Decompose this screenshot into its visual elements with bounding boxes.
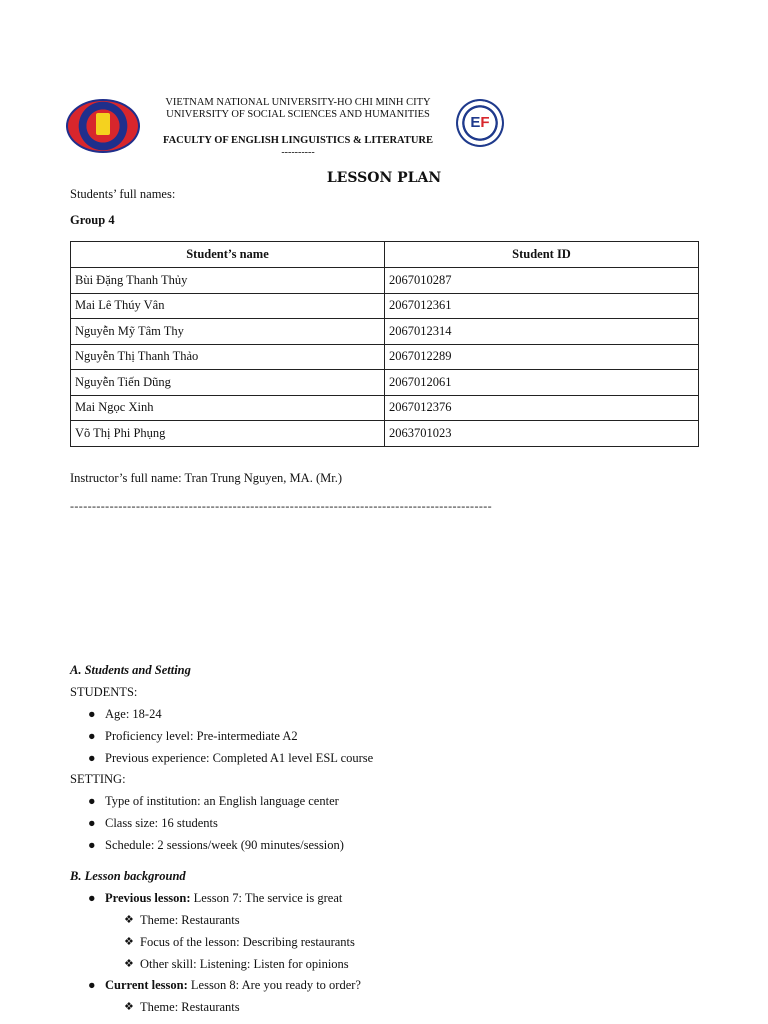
table-row xyxy=(71,370,699,396)
sub-list-item-text: Theme: Restaurants xyxy=(140,913,240,927)
bullet-icon: ● xyxy=(88,729,96,743)
student-name: Mai Ngọc Xinh xyxy=(71,395,385,421)
students-label: Students’ full names: xyxy=(70,187,176,201)
student-id: 2067012061 xyxy=(385,370,699,396)
page-title-text: LESSON PLAN xyxy=(326,170,442,186)
current-lesson-value: Lesson 8: Are you ready to order? xyxy=(187,978,361,992)
list-item-text: Type of institution: an English language center xyxy=(105,794,339,808)
table-row xyxy=(71,395,699,421)
header-line-2: UNIVERSITY OF SOCIAL SCIENCES AND HUMANITIES xyxy=(166,109,430,120)
list-item-text: Proficiency level: Pre-intermediate A2 xyxy=(105,729,298,743)
previous-lesson-label: Previous lesson: xyxy=(105,891,191,905)
faculty-name: FACULTY OF ENGLISH LINGUISTICS & LITERATURE xyxy=(162,135,434,146)
bullet-icon: ● xyxy=(88,794,96,808)
separator-line: ------------------------------------------------------------------------------------------------ xyxy=(70,499,493,513)
table-row xyxy=(71,344,699,370)
current-lesson-label: Current lesson: xyxy=(105,978,188,992)
student-id: 2067010287 xyxy=(385,268,699,294)
student-id: 2067012289 xyxy=(385,344,699,370)
sub-list-item-text: Other skill: Listening: Listen for opinions xyxy=(140,957,349,971)
student-name: Nguyễn Mỹ Tâm Thy xyxy=(71,319,385,345)
table-header-row xyxy=(71,242,699,268)
bullet-icon: ● xyxy=(88,707,96,721)
student-name: Nguyễn Thị Thanh Thảo xyxy=(71,344,385,370)
section-b-title: B. Lesson background xyxy=(70,869,186,883)
student-name: Mai Lê Thúy Vân xyxy=(71,293,385,319)
list-item-text xyxy=(105,891,342,906)
faculty-logo: EF xyxy=(456,99,504,147)
page-title xyxy=(0,170,768,186)
student-id: 2067012314 xyxy=(385,319,699,345)
header-line-1: VIETNAM NATIONAL UNIVERSITY-HO CHI MINH CITY xyxy=(165,97,431,108)
diamond-bullet-icon: ❖ xyxy=(124,936,134,948)
bullet-icon: ● xyxy=(88,816,96,830)
bullet-icon: ● xyxy=(88,891,96,905)
student-name: Võ Thị Phi Phụng xyxy=(71,421,385,447)
bullet-icon: ● xyxy=(88,751,96,765)
column-header-name: Student’s name xyxy=(71,242,385,268)
table-row xyxy=(71,268,699,294)
student-id: 2067012376 xyxy=(385,395,699,421)
student-id: 2067012361 xyxy=(385,293,699,319)
sub-list-item-text: Theme: Restaurants xyxy=(140,1000,240,1014)
table-row xyxy=(71,319,699,345)
list-item-text: Class size: 16 students xyxy=(105,816,218,830)
list-item-text: Age: 18-24 xyxy=(105,707,162,721)
previous-lesson-value: Lesson 7: The service is great xyxy=(190,891,343,905)
diamond-bullet-icon: ❖ xyxy=(124,958,134,970)
header-divider: ---------- xyxy=(281,147,315,158)
student-id: 2063701023 xyxy=(385,421,699,447)
setting-heading: SETTING: xyxy=(70,772,126,786)
students-table xyxy=(70,241,699,447)
university-seal-logo xyxy=(66,99,140,153)
section-a-title: A. Students and Setting xyxy=(70,663,191,677)
diamond-bullet-icon: ❖ xyxy=(124,1001,134,1013)
table-row xyxy=(71,421,699,447)
instructor-name: Instructor’s full name: Tran Trung Nguyen, MA. (Mr.) xyxy=(70,471,342,485)
bullet-icon: ● xyxy=(88,978,96,992)
student-name: Bùi Đặng Thanh Thủy xyxy=(71,268,385,294)
column-header-id: Student ID xyxy=(385,242,699,268)
list-item-text: Previous experience: Completed A1 level ESL course xyxy=(105,751,374,765)
list-item-text: Schedule: 2 sessions/week (90 minutes/session) xyxy=(105,838,344,852)
diamond-bullet-icon: ❖ xyxy=(124,914,134,926)
group-label: Group 4 xyxy=(70,213,115,227)
students-heading: STUDENTS: xyxy=(70,685,138,699)
bullet-icon: ● xyxy=(88,838,96,852)
table-row xyxy=(71,293,699,319)
student-name: Nguyễn Tiến Dũng xyxy=(71,370,385,396)
sub-list-item-text: Focus of the lesson: Describing restaurants xyxy=(140,935,355,949)
list-item-text xyxy=(105,978,361,993)
